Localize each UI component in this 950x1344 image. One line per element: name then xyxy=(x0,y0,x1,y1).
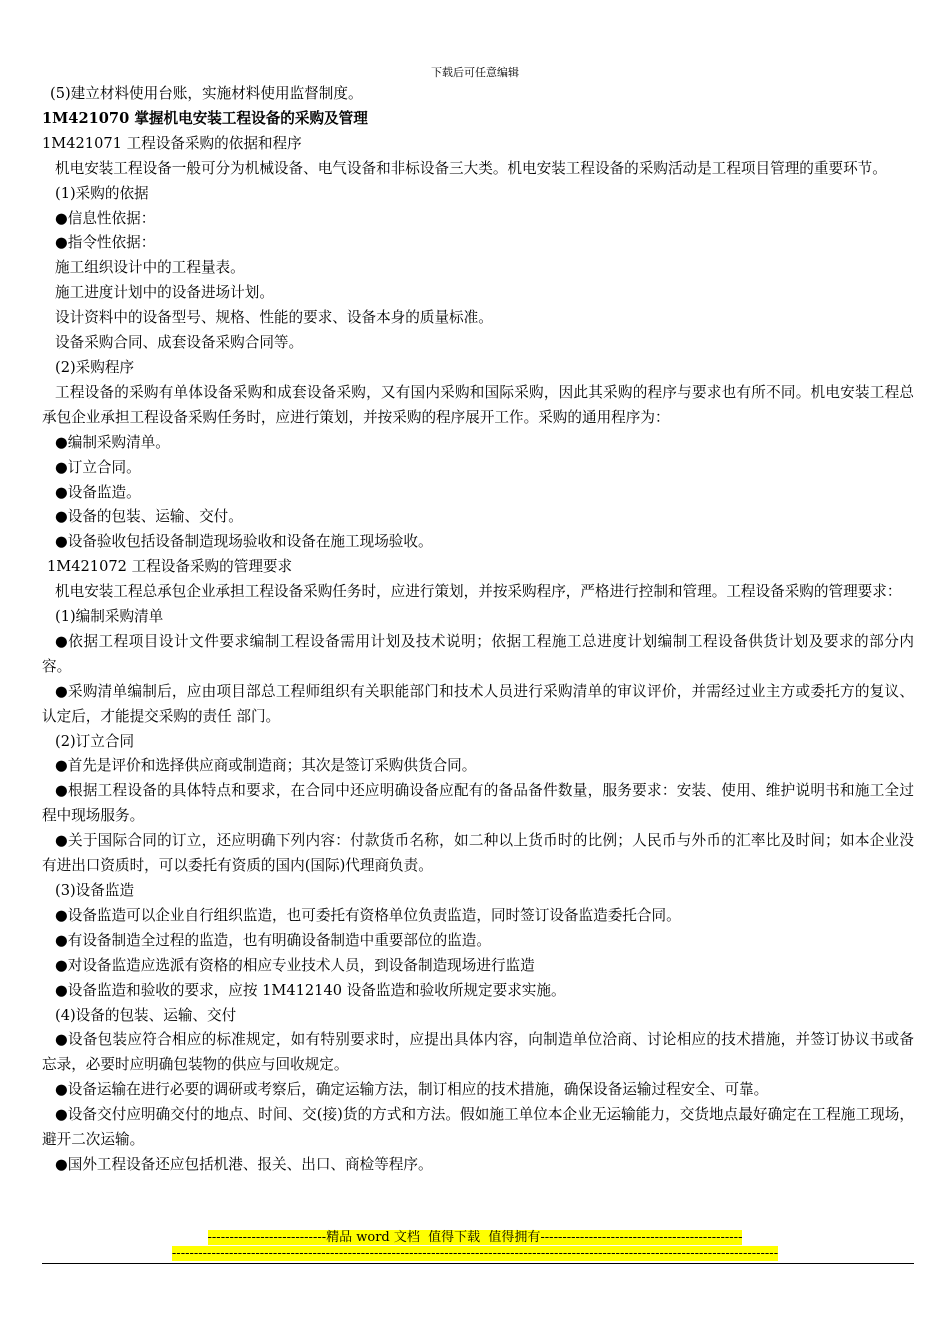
paragraph: 工程设备的采购有单体设备采购和成套设备采购，又有国内采购和国际采购，因此其采购的程序与要求也有所不同。机电安装工程总承包企业承担工程设备采购任务时，应进行策划，并按采购的程序展开工作。采购的通用程序为： xyxy=(42,383,914,426)
paragraph: ●依据工程项目设计文件要求编制工程设备需用计划及技术说明；依据工程施工总进度计划编制工程设备供货计划及要求的部分内容。 xyxy=(42,632,914,675)
paragraph: ●订立合同。 xyxy=(55,458,141,476)
paragraph: ●设备的包装、运输、交付。 xyxy=(55,508,243,526)
paragraph: (3)设备监造 xyxy=(55,882,135,899)
paragraph: ●编制采购清单。 xyxy=(55,433,170,451)
paragraph: ●根据工程设备的具体特点和要求，在合同中还应明确设备应配有的备品备件数量，服务要求：安装、使用、维护说明书和施工全过程中现场服务。 xyxy=(42,782,914,825)
paragraph: (5)建立材料使用台账，实施材料使用监督制度。 xyxy=(50,85,363,102)
footer-banner-text-1: ---------------------------精品 word 文档 值得下载 值得拥有---------------------------------------------- xyxy=(207,1230,743,1245)
paragraph: ●采购清单编制后，应由项目部总工程师组织有关职能部门和技术人员进行采购清单的审议评价，并需经过业主方或委托方的复议、认定后，才能提交采购的责任 部门。 xyxy=(42,682,914,725)
paragraph: ●设备运输在进行必要的调研或考察后，确定运输方法，制订相应的技术措施，确保设备运输过程安全、可靠。 xyxy=(55,1081,769,1099)
paragraph: ●设备交付应明确交付的地点、时间、交(接)货的方式和方法。假如施工单位本企业无运输能力，交货地点最好确定在工程施工现场，避开二次运输。 xyxy=(42,1106,914,1149)
paragraph: 设计资料中的设备型号、规格、性能的要求、设备本身的质量标准。 xyxy=(55,309,493,327)
paragraph: 机电安装工程总承包企业承担工程设备采购任务时，应进行策划，并按采购程序，严格进行控制和管理。工程设备采购的管理要求： xyxy=(55,583,902,601)
paragraph: (4)设备的包装、运输、交付 xyxy=(55,1006,237,1024)
paragraph: 设备采购合同、成套设备采购合同等。 xyxy=(55,334,304,352)
paragraph: ●指令性依据： xyxy=(55,234,156,252)
paragraph: ●信息性依据： xyxy=(55,209,156,227)
paragraph: 1M421072 工程设备采购的管理要求 xyxy=(47,558,293,576)
paragraph: (1)采购的依据 xyxy=(55,184,149,202)
paragraph: ●设备监造可以企业自行组织监造，也可委托有资格单位负责监造，同时签订设备监造委托合同。 xyxy=(55,906,681,924)
paragraph: 施工进度计划中的设备进场计划。 xyxy=(55,284,274,302)
page-header: 下载后可任意编辑 xyxy=(431,66,519,79)
paragraph: 施工组织设计中的工程量表。 xyxy=(55,259,245,277)
paragraph: ●设备监造和验收的要求，应按 1M412140 设备监造和验收所规定要求实施。 xyxy=(55,981,566,999)
paragraph: (1)编制采购清单 xyxy=(55,608,164,626)
paragraph: 1M421071 工程设备采购的依据和程序 xyxy=(42,134,302,152)
paragraph: ●设备包装应符合相应的标准规定，如有特别要求时，应提出具体内容，向制造单位洽商、讨论相应的技术措施，并签订协议书或备忘录，必要时应明确包装物的供应与回收规定。 xyxy=(42,1031,914,1074)
paragraph: ●对设备监造应选派有资格的相应专业技术人员，到设备制造现场进行监造 xyxy=(55,956,535,974)
paragraph: ●国外工程设备还应包括机港、报关、出口、商检等程序。 xyxy=(55,1155,433,1173)
paragraph: (2)订立合同 xyxy=(55,732,135,750)
paragraph: 1M421070 掌握机电安装工程设备的采购及管理 xyxy=(42,109,368,127)
document-body xyxy=(42,82,914,1178)
footer-banner-text-2: ------------------------------------------------------------------------------------------------------------------------------------------ xyxy=(171,1246,779,1261)
paragraph: ●有设备制造全过程的监造，也有明确设备制造中重要部位的监造。 xyxy=(55,931,491,949)
paragraph: ●首先是评价和选择供应商或制造商；其次是签订采购供货合同。 xyxy=(55,757,477,775)
paragraph: ●关于国际合同的订立，还应明确下列内容：付款货币名称，如二种以上货币时的比例；人民币与外币的汇率比及时间；如本企业没有进出口资质时，可以委托有资质的国内(国际)代理商负责。 xyxy=(42,832,914,875)
paragraph: ●设备验收包括设备制造现场验收和设备在施工现场验收。 xyxy=(55,533,433,551)
footer-rule xyxy=(42,1263,914,1264)
footer-banner-line-2 xyxy=(0,1246,950,1262)
footer-banner-line-1 xyxy=(0,1230,950,1246)
paragraph: 机电安装工程设备一般可分为机械设备、电气设备和非标设备三大类。机电安装工程设备的采购活动是工程项目管理的重要环节。 xyxy=(55,159,887,177)
paragraph: (2)采购程序 xyxy=(55,358,135,376)
paragraph: ●设备监造。 xyxy=(55,483,141,501)
